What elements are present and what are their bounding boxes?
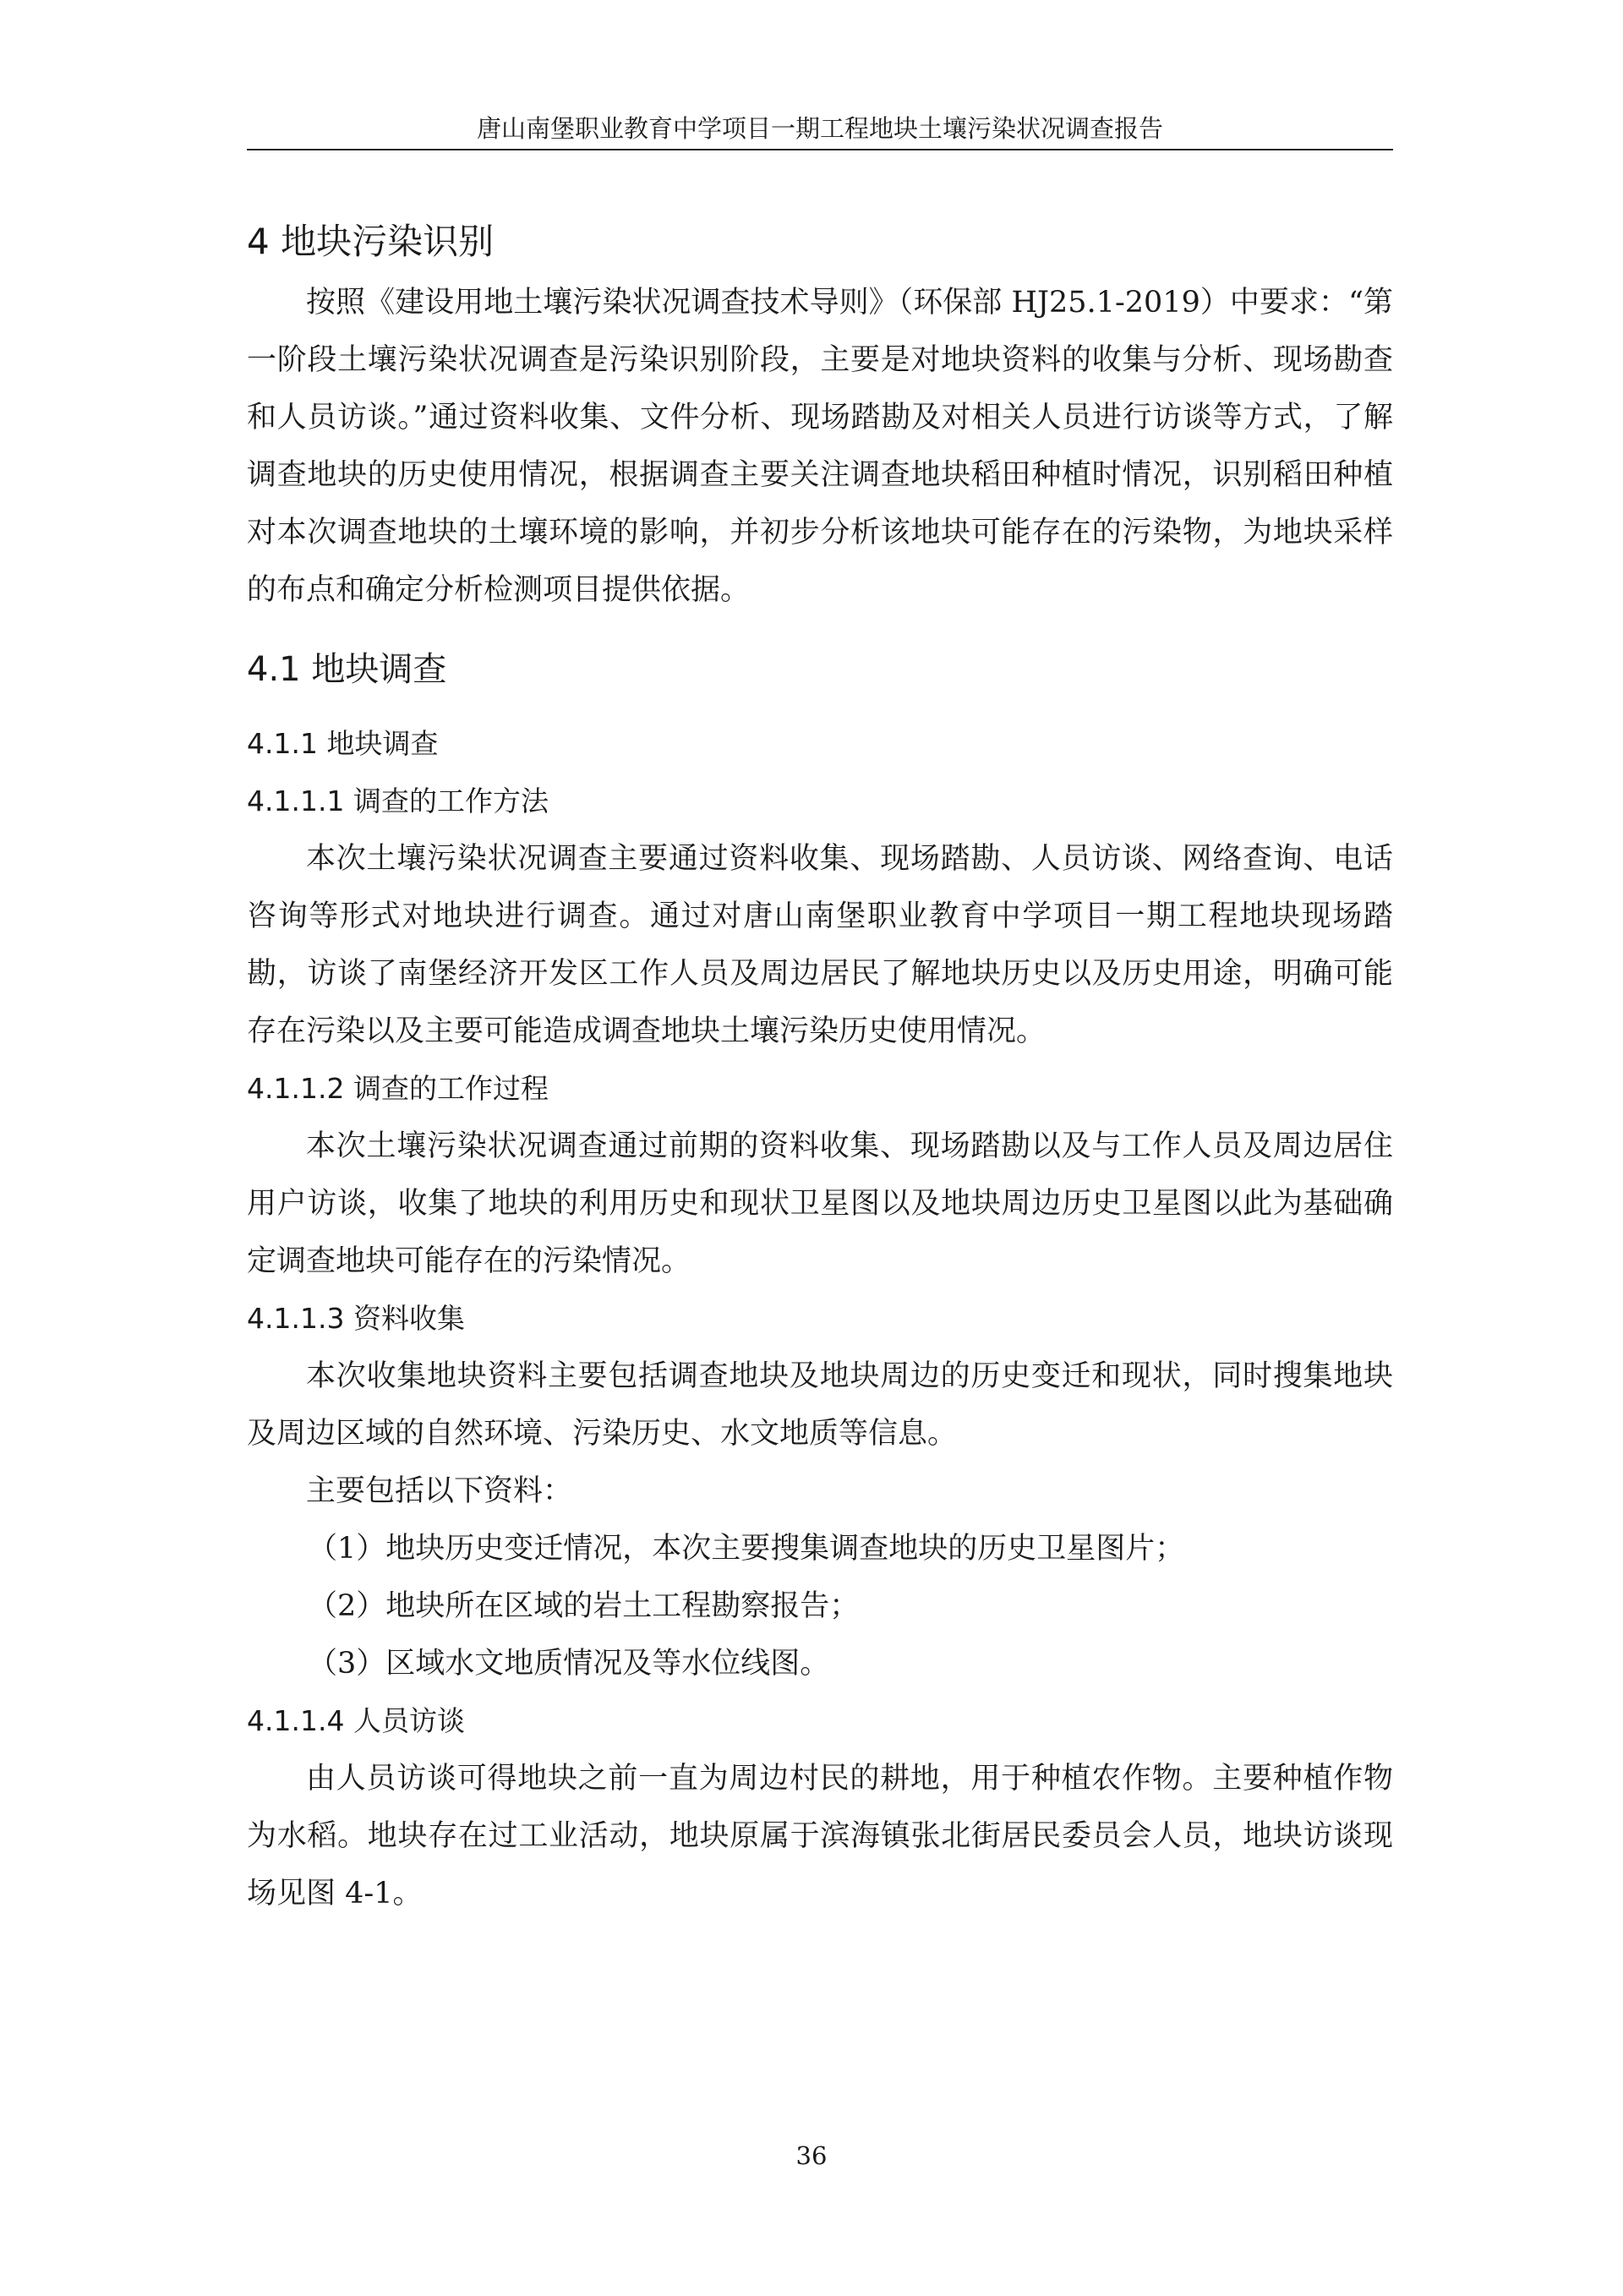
materials-list-item: （2）地块所在区域的岩土工程勘察报告； (308, 1589, 860, 1623)
materials-intro: 主要包括以下资料： (306, 1474, 573, 1508)
section-4-heading: 4 地块污染识别 (247, 221, 495, 262)
section-4-1-1-4-heading: 4.1.1.4 人员访谈 (247, 1704, 465, 1737)
materials-list-item: （1）地块历史变迁情况，本次主要搜集调查地块的历史卫星图片； (308, 1532, 1185, 1566)
section-4-1-1-3-heading: 4.1.1.3 资料收集 (247, 1302, 465, 1335)
running-header: 唐山南堡职业教育中学项目一期工程地块土壤污染状况调查报告 (247, 108, 1393, 150)
section-4-1-heading: 4.1 地块调查 (247, 650, 447, 689)
section-4-1-1-4-paragraph: 由人员访谈可得地块之前一直为周边村民的耕地，用于种植农作物。主要种植作物为水稻。地块存在过工业活动，地块原属于滨海镇张北街居民委员会人员，地块访谈现场见图 4-1。 (247, 1762, 1393, 1911)
section-4-1-1-1-heading: 4.1.1.1 调查的工作方法 (247, 784, 549, 817)
section-4-1-1-heading: 4.1.1 地块调查 (247, 727, 439, 760)
section-4-1-1-1-paragraph: 本次土壤污染状况调查主要通过资料收集、现场踏勘、人员访谈、网络查询、电话咨询等形式对地块进行调查。通过对唐山南堡职业教育中学项目一期工程地块现场踏勘，访谈了南堡经济开发区工作人员及周边居民了解地块历史以及历史用途，明确可能存在污染以及主要可能造成调查地块土壤污染历史使用情况。 (247, 842, 1393, 1048)
section-4-1-1-3-paragraph: 本次收集地块资料主要包括调查地块及地块周边的历史变迁和现状，同时搜集地块及周边区域的自然环境、污染历史、水文地质等信息。 (247, 1359, 1393, 1451)
section-4-intro: 按照《建设用地土壤污染状况调查技术导则》（环保部 HJ25.1-2019）中要求：“第一阶段土壤污染状况调查是污染识别阶段，主要是对地块资料的收集与分析、现场勘查和人员访谈。”通过资料收集、文件分析、现场踏勘及对相关人员进行访谈等方式，了解调查地块的历史使用情况，根据调查主要关注调查地块稻田种植时情况，识别稻田种植对本次调查地块的土壤环境的影响，并初步分析该地块可能存在的污染物，为地块采样的布点和确定分析检测项目提供依据。 (247, 286, 1393, 607)
document-body (247, 210, 1393, 1922)
page-number: 36 (795, 2141, 828, 2170)
section-4-1-1-2-heading: 4.1.1.2 调查的工作过程 (247, 1072, 549, 1105)
section-4-1-1-2-paragraph: 本次土壤污染状况调查通过前期的资料收集、现场踏勘以及与工作人员及周边居住用户访谈，收集了地块的利用历史和现状卫星图以及地块周边历史卫星图以此为基础确定调查地块可能存在的污染情况。 (247, 1129, 1393, 1278)
materials-list-item: （3）区域水文地质情况及等水位线图。 (308, 1647, 830, 1681)
